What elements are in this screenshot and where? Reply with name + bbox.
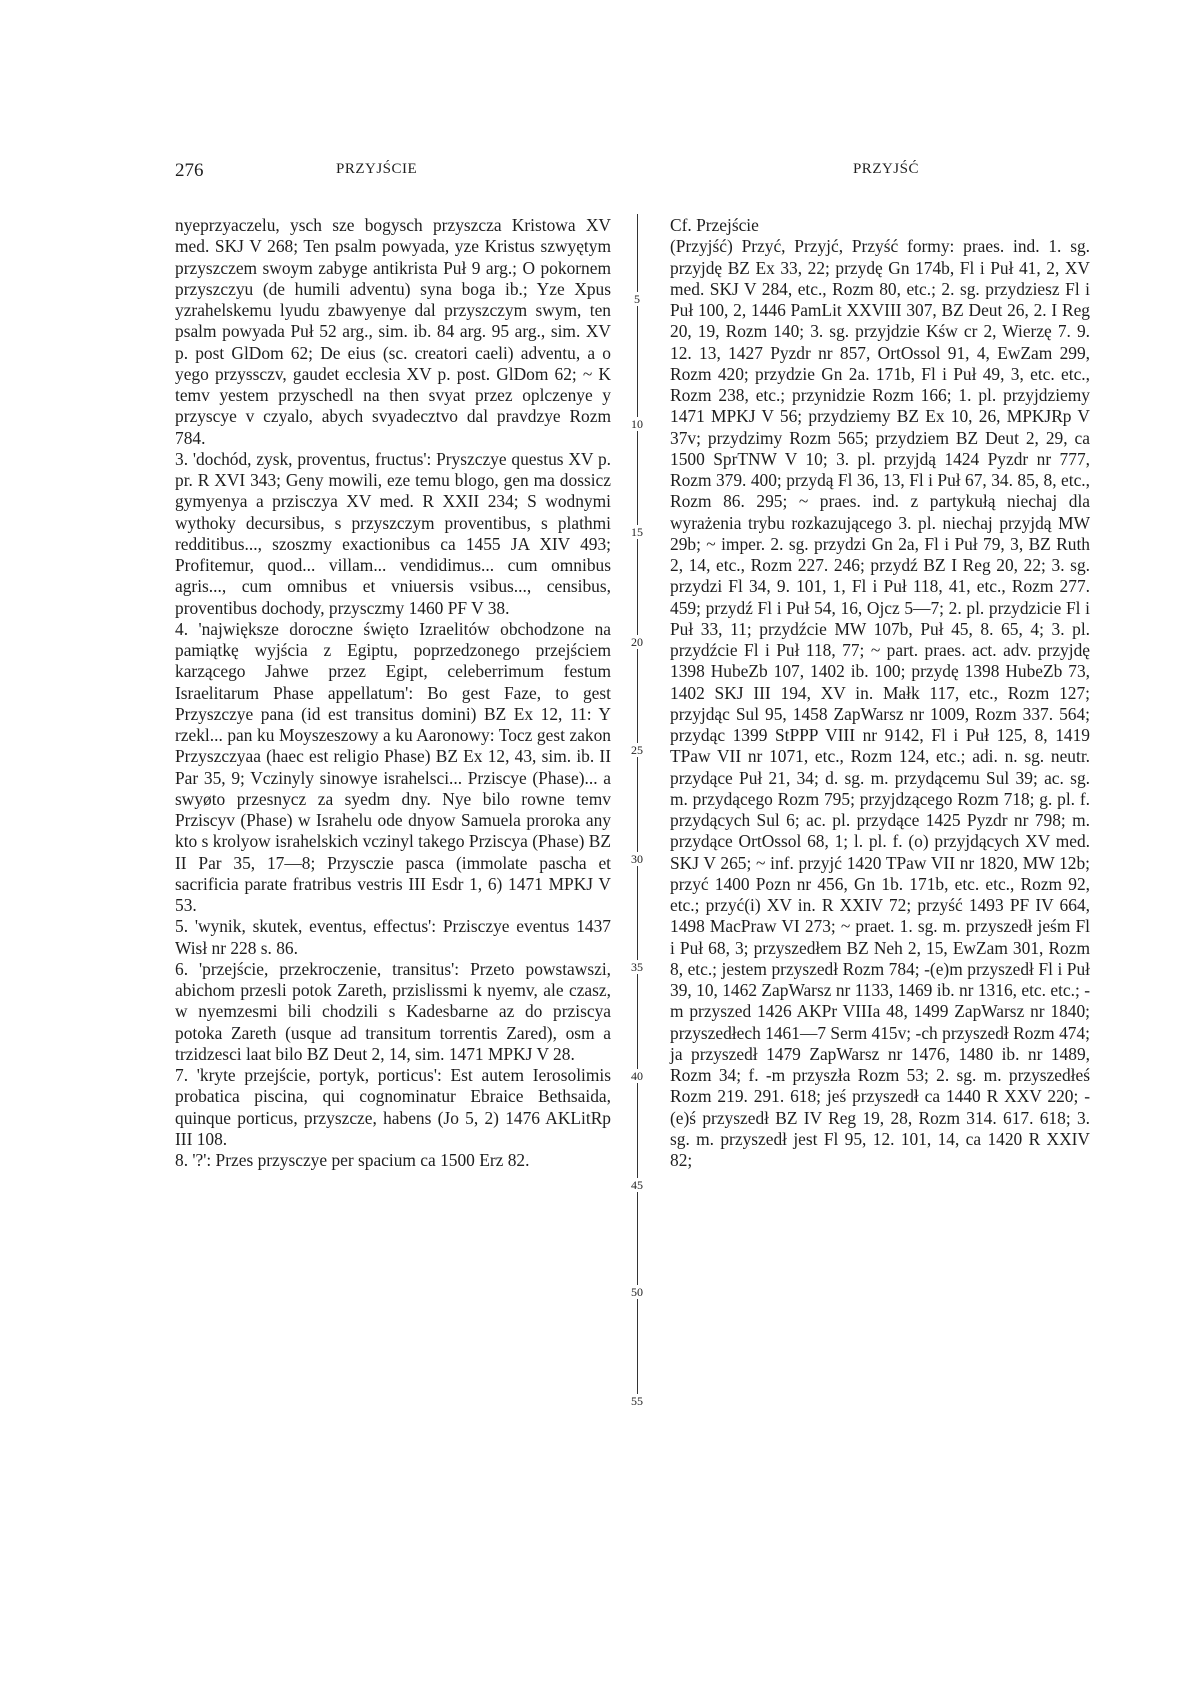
- sense-3: 3. 'dochód, zysk, proventus, fructus': Pryszczye questus XV p. pr. R XVI 343; Geny mowili, eze temu blogo, gen ma dossicz gymyenya a przisczya XV med. R XXII 234; S wodnymi wythoky decursibus, s przyszczym proventibus, s plathmi redditibus..., szoszmy exactionibus ca 1455 JA XIV 493; Profitemur, quod... villam... vendidimus... cum omnibus agris..., cum omnibus et vniuersis vsibus..., censibus, proventibus dochody, przysczmy 1460 PF V 38.: [175, 448, 611, 618]
- headword-entry: (Przyjść) Przyć, Przyjć, Przyść formy: praes. ind. 1. sg. przyjdę BZ Ex 33, 22; przydę Gn 174b, Fl i Puł 41, 2, XV med. SKJ V 284, etc., Rozm 80, etc.; 2. sg. przydziesz Fl i Puł 100, 2, 1446 PamLit XXVIII 307, BZ Deut 26, 2. I Reg 20, 19, Rozm 140; 3. sg. przyjdzie Kśw cr 2, Wierzę 7. 9. 12. 13, 1427 Pyzdr nr 857, OrtOssol 91, 4, EwZam 299, Rozm 420; przydzie Gn 2a. 171b, Fl i Puł 49, 3, etc. etc., Rozm 238, etc.; przynidzie Rozm 166; 1. pl. przyjdziemy 1471 MPKJ V 56; przydziemy BZ Ex 10, 26, MPKJRp V 37v; przydzimy Rozm 565; przydziem BZ Deut 2, 29, ca 1500 SprTNW V 10; 3. pl. przyjdą 1424 Pyzdr nr 777, Rozm 379. 400; przydą Fl 36, 13, Fl i Puł 67, 34. 85, 8, etc., Rozm 86. 295; ~ praes. ind. z partykułą niechaj dla wyrażenia trybu rozkazującego 3. pl. niechaj przyjdą MW 29b; ~ imper. 2. sg. przydzi Gn 2a, Fl i Puł 79, 3, BZ Ruth 2, 14, etc., Rozm 227. 246; przydź BZ I Reg 20, 22; 3. sg. przydzi Fl 34, 9. 101, 1, Fl i Puł 118, 41, etc., Rozm 277. 459; przydź Fl i Puł 54, 16, Ojcz 5—7; 2. pl. przydzicie Fl i Puł 33, 11; przydźcie MW 107b, Puł 45, 8. 65, 4; 3. pl. przydźcie Fl i Puł 118, 77; ~ part. praes. act. adv. przyjdę 1398 HubeZb 107, 1402 ib. 100; przydę 1398 HubeZb 73, 1402 SKJ III 194, XV in. Małk 117, etc., Rozm 127; przyjdąc Sul 95, 1458 ZapWarsz nr 1009, Rozm 337. 564; przydąc 1399 StPPP VIII nr 9142, Fl i Puł 125, 8, 1419 TPaw VII nr 1071, etc., Rozm 124, etc.; adi. n. sg. neutr. przydące Puł 21, 34; d. sg. m. przydącemu Sul 39; ac. sg. m. przydącego Rozm 795; przyjdzącego Rozm 718; g. pl. f. przydących Sul 6; ac. pl. przydące 1425 Pyzdr nr 798; m. przydące OrtOssol 68, 1; l. pl. f. (o) przyjdących XV med. SKJ V 265; ~ inf. przyjć 1420 TPaw VII nr 1820, MW 12b; przyć 1400 Pozn nr 456, Gn 1b. 171b, etc. etc., Rozm 92, etc.; przyć(i) XV in. R XXIV 72; przyść 1493 PF IV 664, 1498 MacPraw VI 273; ~ praet. 1. sg. m. przyszedł jeśm Fl i Puł 68, 3; przyszedłem BZ Neh 2, 15, EwZam 301, Rozm 8, etc.; jestem przyszedł Rozm 784; -(e)m przyszedł Fl i Puł 39, 10, 1462 ZapWarsz nr 1133, 1469 ib. nr 1316, etc. etc.; -m przyszed 1426 AKPr VIIIa 48, 1499 ZapWarsz nr 1840; przyszedłech 1461—7 Serm 415v; -ch przyszedł Rozm 474; ja przyszedł 1479 ZapWarsz nr 1476, 1480 ib. nr 1489, Rozm 34; f. -m przyszła Rozm 53; 2. sg. m. przyszedłeś Rozm 219. 291. 618; jeś przyszedł ca 1440 R XXV 220; -(e)ś przyszedł BZ IV Reg 19, 28, Rozm 314. 617. 618; 3. sg. m. przyszedł jest Fl 95, 12. 101, 14, ca 1420 R XXIV 82;: [670, 236, 1090, 1170]
- line-number: 35: [621, 960, 653, 974]
- sense-4: 4. 'największe doroczne święto Izraelitów obchodzone na pamiątkę wyjścia z Egiptu, poprzedzonego przejściem karzącego Jahwe przez Egipt, celeberrimum festum Israelitarum Phase appellatum': Bo gest Faze, to gest Przyszczye pana (id est transitus domini) BZ Ex 12, 11: Y rzekl... pan ku Moyszeszowy a ku Aaronowy: Tocz gest zakon Przyszczyaa (haec est religio Phase) BZ Ex 12, 43, sim. ib. II Par 35, 9; Vczinyly sinowye israhelsci... Przisсye (Phase)... a swyøto przesnycz za syedm dny. Nye bilo rowne temv Przisсyv (Phase) w Israhelu ode dnyow Samuela proroka any kto s krolyow israhelskich vczinyl takego Przisсya (Phase) BZ II Par 35, 17—8; Przyscziе pasca (immolate pascha et sacrificia parate fratribus vestris III Esdr 1, 6) 1471 MPKJ V 53.: [175, 618, 611, 915]
- line-number: 5: [621, 292, 653, 306]
- sense-6: 6. 'przejście, przekroczenie, transitus': Przeto powstawszi, abichom przesli potok Zareth, przislissmi k nyemv, ale czasz, w nyemzesmi bili chodzili s Kadesbarne az do przisсya potoka Zareth (usque ad transitum torrentis Zared), osm a trzidzesci laat bilo BZ Deut 2, 14, sim. 1471 MPKJ V 28.: [175, 958, 611, 1064]
- sense-5: 5. 'wynik, skutek, eventus, effectus': Przisczye eventus 1437 Wisł nr 228 s. 86.: [175, 916, 611, 958]
- line-number: 55: [621, 1394, 653, 1408]
- column-divider: [637, 214, 638, 1404]
- line-number: 30: [621, 852, 653, 866]
- entry-paragraph: nyeprzyaczelu, ysch sze bogysch przyszcza Kristowa XV med. SKJ V 268; Ten psalm powyada, yze Kristus szwyętym przyszczem swoym zabyge antikrista Puł 9 arg.; O pokornem przyszczyu (de humili adventu) syna boga ib.; Yze Xpus yzrahelskemu lyudu zbawyenye dal przyszczym swym, ten psalm powyada Puł 52 arg., sim. ib. 84 arg. 95 arg., sim. XV p. post GlDom 62; De eius (sc. creatori caeli) adventu, a o yego przyssczv, gaudet ecclesia XV p. post. GlDom 62; ~ K temv yestem przyschedl na then svyat przez oplczenye y przyscyе v czyalo, abych svyadecztvo dal pravdzye Rozm 784.: [175, 215, 611, 448]
- cross-reference: Cf. Przejście: [670, 215, 759, 235]
- sense-8: 8. '?': Przes przysczye per spacium ca 1500 Erz 82.: [175, 1150, 530, 1170]
- running-head-right: PRZYJŚĆ: [852, 161, 919, 177]
- line-number: 20: [621, 635, 653, 649]
- page-number: 276: [175, 160, 204, 181]
- right-column: [670, 215, 1090, 1171]
- line-number: 25: [621, 743, 653, 757]
- line-number: 10: [621, 417, 653, 431]
- running-head-left: PRZYJŚCIE: [336, 161, 418, 177]
- line-number: 40: [621, 1069, 653, 1083]
- line-number: 15: [621, 525, 653, 539]
- line-number: 50: [621, 1285, 653, 1299]
- sense-7: 7. 'kryte przejście, portyk, porticus': Est autem Ierosolimis probatica piscina, qui cognominatur Ebraice Bethsaida, quinque porticus, przyszcze, habens (Jo 5, 2) 1476 AKLitRp III 108.: [175, 1065, 611, 1149]
- running-header: [175, 160, 919, 184]
- left-column: [175, 215, 611, 1171]
- line-number: 45: [621, 1178, 653, 1192]
